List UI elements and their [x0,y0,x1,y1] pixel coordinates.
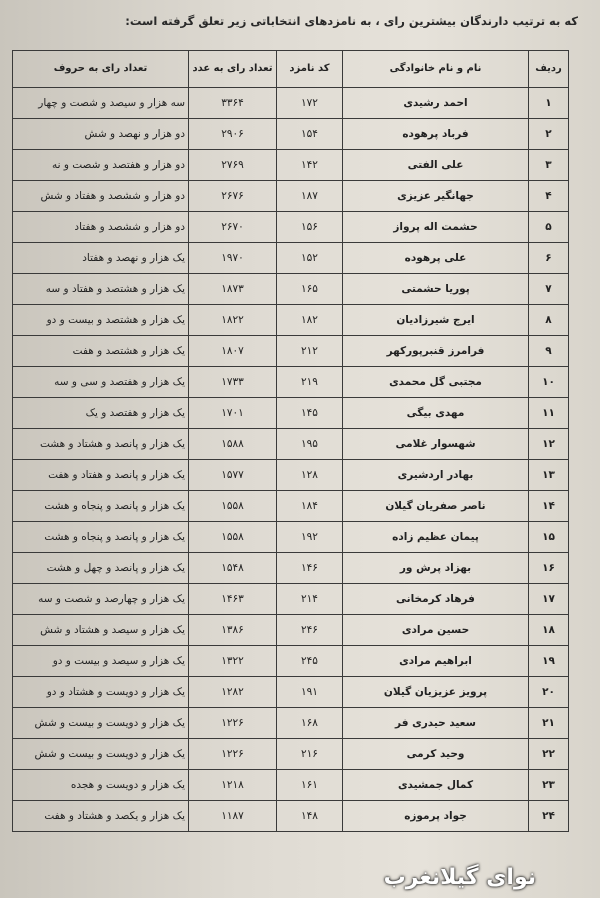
candidate-code: ۲۱۶ [277,739,343,770]
candidate-name: ناصر صفریان گیلان [343,491,529,522]
vote-count-words: سه هزار و سیصد و شصت و چهار [13,88,189,119]
vote-count-number: ۱۵۴۸ [189,553,277,584]
table-row [13,739,569,770]
row-index: ۱۸ [529,615,569,646]
candidate-code: ۱۴۵ [277,398,343,429]
election-results-table [12,50,569,832]
row-index: ۲۳ [529,770,569,801]
row-index: ۲ [529,119,569,150]
candidate-name: پرویز عزیزیان گیلان [343,677,529,708]
candidate-code: ۱۲۸ [277,460,343,491]
table-row [13,801,569,832]
document-heading: که به ترتیب دارندگان بیشترین رای ، به نامزدهای انتخاباتی زیر تعلق گرفته است: [125,14,578,28]
row-index: ۲۴ [529,801,569,832]
candidate-name: جهانگیر عزیزی [343,181,529,212]
vote-count-number: ۱۵۸۸ [189,429,277,460]
vote-count-words: یک هزار و هشتصد و هفت [13,336,189,367]
candidate-name: شهسوار غلامی [343,429,529,460]
vote-count-words: یک هزار و پانصد و هشتاد و هشت [13,429,189,460]
column-header-votes-number: تعداد رای به عدد [189,51,277,88]
candidate-name: ابراهیم مرادی [343,646,529,677]
table-row [13,367,569,398]
candidate-name: وحید کرمی [343,739,529,770]
vote-count-words: یک هزار و پانصد و پنجاه و هشت [13,491,189,522]
column-header-code: کد نامزد [277,51,343,88]
table-row [13,646,569,677]
candidate-name: ایرج شیرزادیان [343,305,529,336]
candidate-code: ۱۶۵ [277,274,343,305]
watermark-text: نوای گیلانغرب [383,865,536,890]
candidate-name: مجتبی گل محمدی [343,367,529,398]
vote-count-number: ۲۹۰۶ [189,119,277,150]
table-row [13,429,569,460]
table-row [13,274,569,305]
vote-count-words: یک هزار و هفتصد و سی و سه [13,367,189,398]
candidate-name: مهدی بیگی [343,398,529,429]
vote-count-number: ۲۶۷۶ [189,181,277,212]
row-index: ۵ [529,212,569,243]
row-index: ۲۰ [529,677,569,708]
table-row [13,460,569,491]
vote-count-number: ۱۷۰۱ [189,398,277,429]
vote-count-words: یک هزار و دویست و بیست و شش [13,739,189,770]
table-row [13,212,569,243]
table-header-row [13,51,569,88]
vote-count-number: ۱۱۸۷ [189,801,277,832]
candidate-name: کمال جمشیدی [343,770,529,801]
candidate-code: ۱۴۲ [277,150,343,181]
candidate-code: ۱۸۴ [277,491,343,522]
candidate-name: احمد رشیدی [343,88,529,119]
vote-count-words: دو هزار و ششصد و هفتاد [13,212,189,243]
row-index: ۶ [529,243,569,274]
row-index: ۱۹ [529,646,569,677]
column-header-name: نام و نام خانوادگی [343,51,529,88]
row-index: ۱۵ [529,522,569,553]
candidate-name: پوریا حشمتی [343,274,529,305]
candidate-name: حشمت اله پرواز [343,212,529,243]
vote-count-number: ۲۷۶۹ [189,150,277,181]
candidate-code: ۲۴۵ [277,646,343,677]
row-index: ۱۷ [529,584,569,615]
row-index: ۱۶ [529,553,569,584]
candidate-name: فرهاد کرمخانی [343,584,529,615]
vote-count-words: یک هزار و سیصد و هشتاد و شش [13,615,189,646]
table-row [13,770,569,801]
candidate-code: ۲۱۴ [277,584,343,615]
vote-count-words: یک هزار و یکصد و هشتاد و هفت [13,801,189,832]
row-index: ۱۰ [529,367,569,398]
candidate-code: ۱۴۸ [277,801,343,832]
table-row [13,677,569,708]
vote-count-number: ۱۸۲۲ [189,305,277,336]
candidate-code: ۱۸۷ [277,181,343,212]
candidate-code: ۲۱۲ [277,336,343,367]
table-row [13,150,569,181]
table-row [13,398,569,429]
vote-count-words: دو هزار و هفتصد و شصت و نه [13,150,189,181]
vote-count-number: ۱۵۵۸ [189,522,277,553]
candidate-name: سعید حیدری فر [343,708,529,739]
candidate-name: بهزاد پرش ور [343,553,529,584]
table-row [13,181,569,212]
candidate-code: ۱۵۶ [277,212,343,243]
vote-count-number: ۱۳۲۲ [189,646,277,677]
candidate-name: پیمان عظیم زاده [343,522,529,553]
vote-count-words: یک هزار و چهارصد و شصت و سه [13,584,189,615]
row-index: ۹ [529,336,569,367]
column-header-index: ردیف [529,51,569,88]
table-row [13,336,569,367]
row-index: ۱۳ [529,460,569,491]
candidate-name: علی الفتی [343,150,529,181]
vote-count-number: ۱۵۵۸ [189,491,277,522]
vote-count-words: یک هزار و نهصد و هفتاد [13,243,189,274]
table-row [13,553,569,584]
row-index: ۴ [529,181,569,212]
table-row [13,615,569,646]
table-row [13,584,569,615]
candidate-code: ۱۶۸ [277,708,343,739]
candidate-code: ۱۵۴ [277,119,343,150]
row-index: ۸ [529,305,569,336]
table-row [13,491,569,522]
table-row [13,243,569,274]
vote-count-number: ۱۹۷۰ [189,243,277,274]
vote-count-number: ۱۸۰۷ [189,336,277,367]
candidate-code: ۱۸۲ [277,305,343,336]
candidate-code: ۱۶۱ [277,770,343,801]
row-index: ۷ [529,274,569,305]
vote-count-words: یک هزار و پانصد و پنجاه و هشت [13,522,189,553]
candidate-code: ۱۴۶ [277,553,343,584]
candidate-code: ۱۷۲ [277,88,343,119]
candidate-code: ۲۴۶ [277,615,343,646]
candidate-name: علی پرهوده [343,243,529,274]
row-index: ۱ [529,88,569,119]
vote-count-words: یک هزار و دویست و هجده [13,770,189,801]
vote-count-number: ۲۶۷۰ [189,212,277,243]
vote-count-number: ۱۲۲۶ [189,708,277,739]
table-row [13,119,569,150]
row-index: ۱۲ [529,429,569,460]
table-row [13,522,569,553]
vote-count-number: ۱۲۸۲ [189,677,277,708]
vote-count-words: یک هزار و دویست و هشتاد و دو [13,677,189,708]
table-row [13,88,569,119]
candidate-name: حسین مرادی [343,615,529,646]
row-index: ۳ [529,150,569,181]
vote-count-words: یک هزار و هشتصد و بیست و دو [13,305,189,336]
vote-count-number: ۱۲۲۶ [189,739,277,770]
column-header-votes-words: تعداد رای به حروف [13,51,189,88]
candidate-name: فرباد پرهوده [343,119,529,150]
vote-count-words: یک هزار و پانصد و هفتاد و هفت [13,460,189,491]
row-index: ۱۴ [529,491,569,522]
vote-count-number: ۱۳۸۶ [189,615,277,646]
table-row [13,708,569,739]
candidate-code: ۱۵۲ [277,243,343,274]
vote-count-number: ۱۷۳۳ [189,367,277,398]
candidate-code: ۱۹۲ [277,522,343,553]
vote-count-words: دو هزار و ششصد و هفتاد و شش [13,181,189,212]
row-index: ۲۱ [529,708,569,739]
table-row [13,305,569,336]
vote-count-number: ۱۸۷۳ [189,274,277,305]
vote-count-words: یک هزار و دویست و بیست و شش [13,708,189,739]
vote-count-words: دو هزار و نهصد و شش [13,119,189,150]
vote-count-words: یک هزار و هفتصد و یک [13,398,189,429]
candidate-name: جواد پرموزه [343,801,529,832]
vote-count-words: یک هزار و پانصد و چهل و هشت [13,553,189,584]
vote-count-number: ۳۳۶۴ [189,88,277,119]
candidate-name: فرامرز قنبرپورکهر [343,336,529,367]
vote-count-number: ۱۵۷۷ [189,460,277,491]
candidate-code: ۱۹۵ [277,429,343,460]
row-index: ۲۲ [529,739,569,770]
candidate-name: بهادر اردشیری [343,460,529,491]
vote-count-words: یک هزار و هشتصد و هفتاد و سه [13,274,189,305]
candidate-code: ۲۱۹ [277,367,343,398]
vote-count-number: ۱۲۱۸ [189,770,277,801]
candidate-code: ۱۹۱ [277,677,343,708]
row-index: ۱۱ [529,398,569,429]
vote-count-words: یک هزار و سیصد و بیست و دو [13,646,189,677]
vote-count-number: ۱۴۶۳ [189,584,277,615]
table-body [13,88,569,832]
